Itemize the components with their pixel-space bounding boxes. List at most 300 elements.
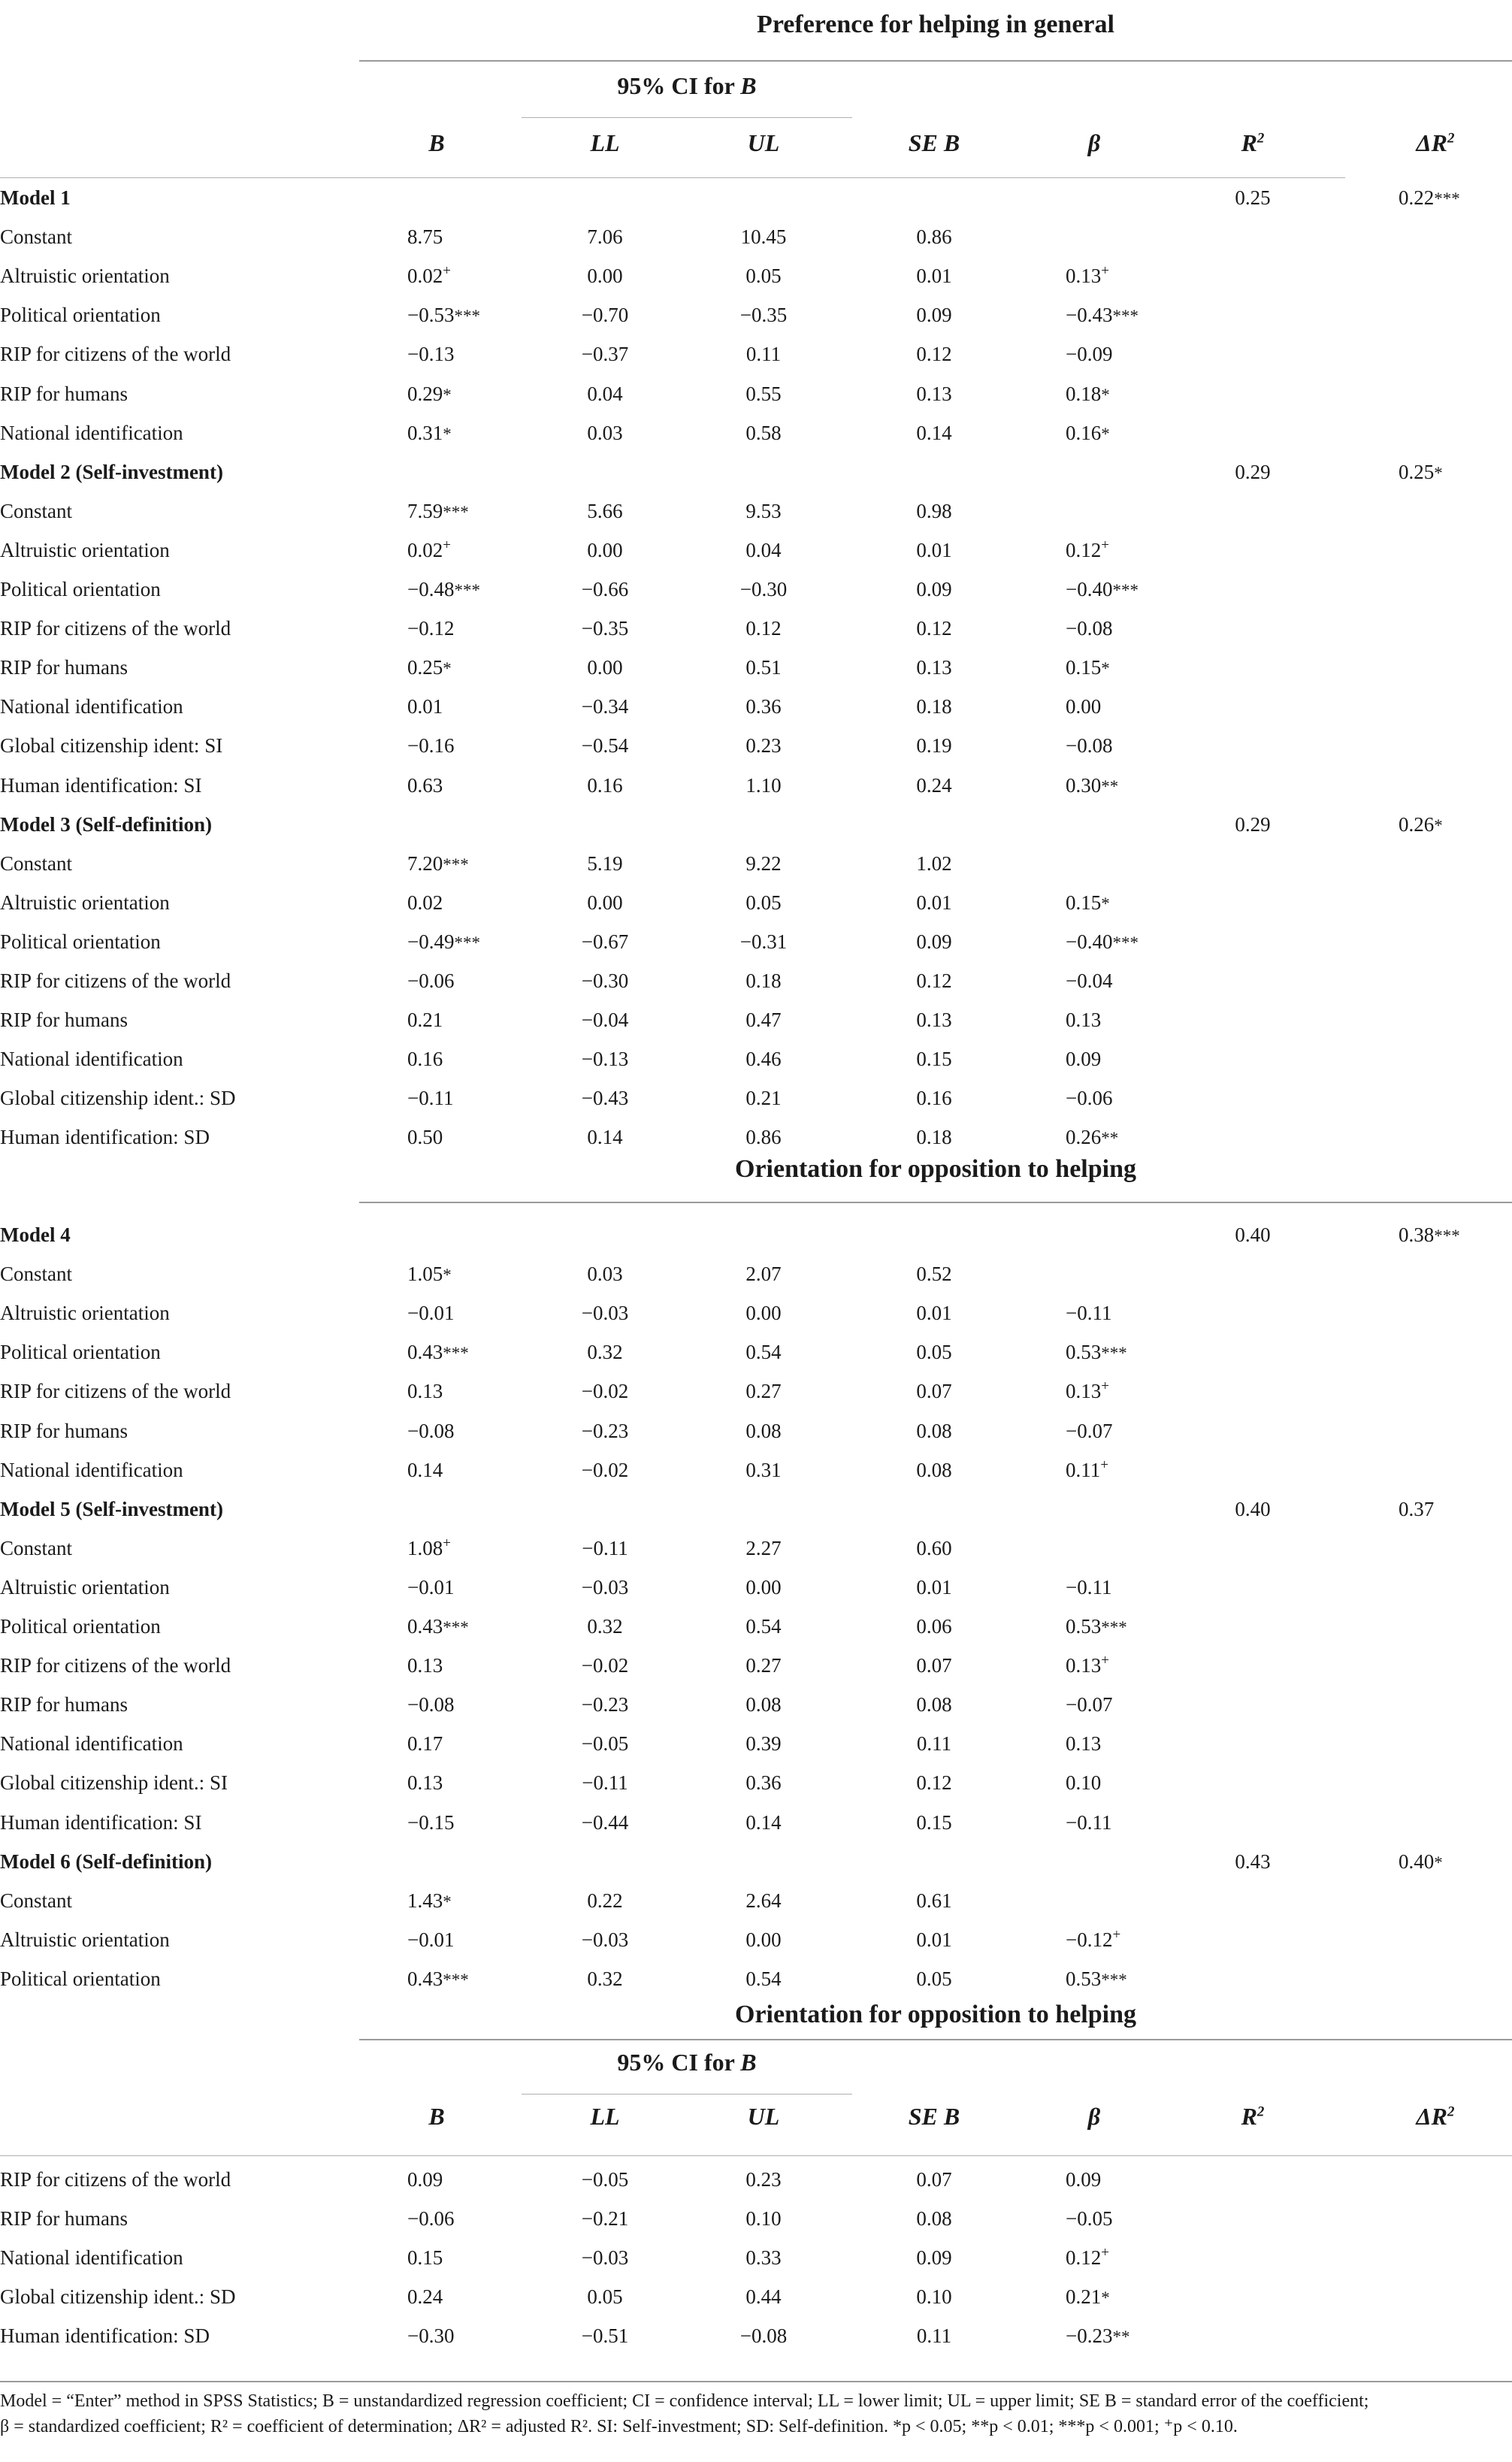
row-label: [0, 1372, 231, 1411]
model-name-value: Model 6 (Self-definition): [0, 1850, 212, 1873]
cell-b-value: 0.16: [407, 1048, 443, 1071]
cell-b: [376, 609, 520, 648]
cell-se-value: 1.02: [916, 851, 952, 875]
row-label: [0, 1293, 170, 1332]
table-row: [0, 2277, 1512, 2316]
cell-beta: [1034, 1959, 1178, 1998]
cell-b-significance: ***: [454, 307, 480, 326]
cell-b: [376, 1000, 520, 1039]
cell-ll-value: −0.03: [581, 1928, 629, 1951]
cell-ul-value: 0.00: [745, 1928, 782, 1951]
cell-b: [376, 961, 520, 1000]
cell-beta: [1034, 648, 1178, 687]
section-rule: [359, 1202, 1512, 1203]
cell-r2: [1193, 1215, 1313, 1254]
cell-beta-value: −0.40: [1066, 578, 1113, 600]
table-row: [0, 961, 1512, 1000]
cell-b-value: 0.09: [407, 2168, 443, 2191]
cell-b: [376, 1724, 520, 1763]
table-row: [0, 1568, 1512, 1607]
cell-ll: [545, 1118, 665, 1157]
cell-dr2-significance: ***: [1434, 1226, 1460, 1245]
cell-ll: [545, 1332, 665, 1372]
cell-ll: [545, 1568, 665, 1607]
cell-dr2-significance: *: [1434, 1853, 1443, 1872]
cell-beta-value: −0.40: [1066, 930, 1113, 953]
ci-header-text: 95% CI for: [617, 72, 741, 99]
row-label: [0, 1332, 161, 1372]
row-label-value: RIP for citizens of the world: [0, 969, 231, 992]
row-label: [0, 1254, 72, 1293]
model-name: [0, 1842, 212, 1881]
cell-ul: [703, 1000, 824, 1039]
cell-r2: [1193, 1842, 1313, 1881]
cell-dr2: [1375, 1842, 1511, 1881]
row-label-value: RIP for citizens of the world: [0, 617, 231, 640]
cell-se: [874, 1000, 994, 1039]
row-label: [0, 1959, 161, 1998]
cell-b: [376, 1332, 520, 1372]
cell-ul-value: 0.36: [745, 695, 782, 718]
table-row: [0, 1118, 1512, 1157]
table-row: [0, 1529, 1512, 1568]
cell-ul: [703, 1529, 824, 1568]
table-row: [0, 922, 1512, 961]
cell-ul-value: 10.45: [740, 225, 787, 249]
model-name: [0, 1490, 223, 1529]
row-label-value: Altruistic orientation: [0, 1302, 170, 1325]
cell-se: [874, 2277, 994, 2316]
cell-beta: [1034, 1078, 1178, 1118]
table-row: [0, 1293, 1512, 1332]
cell-ll-value: −0.13: [581, 1048, 629, 1071]
row-label-value: RIP for citizens of the world: [0, 1654, 231, 1677]
cell-ll-value: 5.66: [587, 499, 623, 522]
cell-ul: [703, 1920, 824, 1959]
row-label: [0, 491, 72, 531]
cell-b-value: −0.08: [407, 1419, 455, 1442]
row-label: [0, 1411, 128, 1450]
ci-header-2: [522, 2049, 852, 2076]
row-label-value: National identification: [0, 2246, 183, 2270]
cell-se-value: 0.10: [916, 2285, 952, 2309]
model-header-row: [0, 805, 1512, 844]
table-row: [0, 844, 1512, 883]
row-label: [0, 2199, 128, 2238]
table-row: [0, 1039, 1512, 1078]
model-header-row: [0, 1490, 1512, 1529]
cell-beta-value: 0.13: [1066, 1009, 1102, 1032]
cell-ll: [545, 1450, 665, 1490]
cell-beta-value: −0.11: [1066, 1302, 1112, 1325]
cell-ul-value: 0.12: [745, 617, 782, 640]
cell-beta-value: −0.05: [1066, 2207, 1113, 2231]
cell-b-value: −0.01: [407, 1575, 455, 1598]
cell-beta: [1034, 374, 1178, 413]
row-label: [0, 413, 183, 452]
cell-b-significance: ***: [454, 581, 480, 600]
cell-se: [874, 1763, 994, 1802]
row-label-value: RIP for humans: [0, 1419, 128, 1442]
cell-beta-significance: +: [1101, 2245, 1109, 2261]
cell-se-value: 0.14: [916, 421, 952, 444]
cell-se: [874, 1078, 994, 1118]
cell-ul-value: 2.27: [745, 1536, 782, 1559]
table-footnote: [0, 2388, 1503, 2439]
cell-ll: [545, 256, 665, 295]
cell-beta-value: 0.30: [1066, 773, 1102, 797]
cell-ul: [703, 1332, 824, 1372]
section-title-helping-general: Preference for helping in general: [757, 11, 1114, 38]
cell-beta: [1034, 2160, 1178, 2199]
cell-b: [376, 883, 520, 922]
cell-beta: [1034, 2316, 1178, 2355]
cell-ll: [545, 1372, 665, 1411]
section-rule: [359, 60, 1512, 62]
cell-se-value: 0.01: [916, 1302, 952, 1325]
cell-b-value: 8.75: [407, 225, 443, 249]
model-name-value: Model 5 (Self-investment): [0, 1497, 223, 1520]
row-label-value: RIP for humans: [0, 1693, 128, 1716]
row-label: [0, 1078, 235, 1118]
cell-b: [376, 2199, 520, 2238]
cell-b: [376, 1254, 520, 1293]
row-label-value: National identification: [0, 1048, 183, 1071]
cell-b: [376, 256, 520, 295]
cell-b: [376, 1372, 520, 1411]
table-row: [0, 374, 1512, 413]
row-label-value: Altruistic orientation: [0, 891, 170, 914]
cell-se: [874, 883, 994, 922]
cell-b-value: −0.49: [407, 930, 455, 953]
cell-se-value: 0.08: [916, 1458, 952, 1481]
cell-se: [874, 334, 994, 374]
section-title-opposition-2: Orientation for opposition to helping: [735, 2001, 1136, 2028]
cell-ul-value: 0.04: [745, 538, 782, 561]
cell-b-significance: ***: [443, 1970, 469, 1989]
col-header-ll: LL: [590, 2103, 620, 2130]
cell-beta-value: −0.09: [1066, 343, 1113, 366]
row-label-value: National identification: [0, 421, 183, 444]
cell-b-significance: *: [443, 424, 452, 443]
cell-se: [874, 1568, 994, 1607]
cell-ll: [545, 844, 665, 883]
cell-ll: [545, 531, 665, 570]
cell-se-value: 0.13: [916, 1009, 952, 1032]
cell-ll-value: −0.02: [581, 1654, 629, 1677]
cell-b-value: 1.43: [407, 1889, 443, 1912]
cell-beta-significance: ***: [1101, 1344, 1127, 1363]
cell-b: [376, 2238, 520, 2277]
cell-se: [874, 217, 994, 256]
cell-se: [874, 609, 994, 648]
cell-ul: [703, 2316, 824, 2355]
cell-beta-value: −0.07: [1066, 1693, 1113, 1716]
cell-b-value: 0.25: [407, 656, 443, 679]
cell-ul-value: −0.30: [739, 578, 788, 600]
cell-ll: [545, 2238, 665, 2277]
model-header-row: [0, 452, 1512, 491]
cell-ll-value: 7.06: [587, 225, 623, 249]
row-label-value: RIP for citizens of the world: [0, 1380, 231, 1403]
cell-b: [376, 1803, 520, 1842]
table-row: [0, 1607, 1512, 1646]
cell-beta: [1034, 1568, 1178, 1607]
cell-se: [874, 1411, 994, 1450]
cell-b-value: 0.63: [407, 773, 443, 797]
cell-beta-value: 0.11: [1066, 1458, 1101, 1481]
row-label: [0, 1568, 170, 1607]
cell-beta-significance: *: [1101, 894, 1110, 913]
cell-ul-value: 0.54: [745, 1615, 782, 1638]
cell-b-value: 0.02: [407, 265, 443, 288]
cell-ul: [703, 609, 824, 648]
cell-b-significance: ***: [443, 502, 469, 522]
row-label: [0, 374, 128, 413]
cell-b: [376, 1411, 520, 1450]
cell-dr2: [1375, 805, 1511, 844]
cell-ll-value: −0.05: [581, 1732, 629, 1756]
cell-se-value: 0.12: [916, 343, 952, 366]
cell-se-value: 0.18: [916, 1126, 952, 1149]
cell-se: [874, 491, 994, 531]
cell-ul-value: 0.05: [745, 265, 782, 288]
cell-b-significance: ***: [443, 1344, 469, 1363]
row-label-value: Constant: [0, 1889, 73, 1912]
cell-b: [376, 1568, 520, 1607]
cell-ll-value: −0.51: [581, 2324, 629, 2348]
cell-ul: [703, 413, 824, 452]
cell-b-significance: ***: [454, 933, 480, 952]
cell-b: [376, 1959, 520, 1998]
cell-b: [376, 334, 520, 374]
cell-b: [376, 844, 520, 883]
col-header-ll: LL: [590, 129, 620, 156]
col-header-se: SE B: [908, 2103, 960, 2130]
row-label: [0, 1803, 201, 1842]
cell-se: [874, 1646, 994, 1685]
table-row: [0, 687, 1512, 726]
col-header-beta: β: [1087, 129, 1101, 156]
table-row: [0, 1332, 1512, 1372]
cell-ul: [703, 1372, 824, 1411]
cell-se-value: 0.24: [916, 773, 952, 797]
cell-b-significance: ***: [443, 854, 469, 874]
cell-se: [874, 2238, 994, 2277]
cell-dr2-significance: ***: [1434, 189, 1460, 208]
cell-beta-value: −0.04: [1066, 969, 1113, 992]
cell-se-value: 0.05: [916, 1341, 952, 1364]
cell-se: [874, 531, 994, 570]
cell-se-value: 0.19: [916, 734, 952, 758]
table-row: [0, 1411, 1512, 1450]
cell-b-value: −0.11: [407, 1087, 454, 1110]
cell-ul-value: 0.51: [745, 656, 782, 679]
cell-se: [874, 1118, 994, 1157]
cell-b: [376, 922, 520, 961]
cell-b: [376, 413, 520, 452]
cell-ul-value: 9.22: [745, 851, 782, 875]
cell-beta-value: −0.12: [1066, 1928, 1113, 1951]
cell-se-value: 0.09: [916, 304, 952, 327]
model-name-value: Model 4: [0, 1223, 71, 1246]
cell-se: [874, 1881, 994, 1920]
cell-ll: [545, 1411, 665, 1450]
cell-se-value: 0.01: [916, 265, 952, 288]
cell-ul: [703, 961, 824, 1000]
cell-b-value: 7.59: [407, 499, 443, 522]
cell-ul: [703, 922, 824, 961]
cell-ul: [703, 2160, 824, 2199]
row-label-value: Global citizenship ident.: SI: [0, 1771, 228, 1795]
row-label-value: RIP for humans: [0, 382, 128, 405]
table-row: [0, 1078, 1512, 1118]
cell-dr2: [1375, 178, 1511, 217]
cell-se-value: 0.07: [916, 2168, 952, 2191]
cell-beta-significance: ***: [1101, 1618, 1127, 1637]
cell-b-value: 0.50: [407, 1126, 443, 1149]
cell-beta: [1034, 1763, 1178, 1802]
cell-se-value: 0.13: [916, 382, 952, 405]
cell-ll: [545, 491, 665, 531]
cell-ul: [703, 1293, 824, 1332]
cell-se: [874, 1685, 994, 1724]
cell-ll-value: −0.23: [581, 1419, 629, 1442]
table-row: [0, 256, 1512, 295]
table-row: [0, 295, 1512, 334]
cell-ll: [545, 2160, 665, 2199]
row-label-value: Global citizenship ident.: SD: [0, 1087, 236, 1110]
cell-ul: [703, 648, 824, 687]
cell-b: [376, 295, 520, 334]
row-label: [0, 609, 231, 648]
model-name: [0, 1215, 71, 1254]
cell-se-value: 0.06: [916, 1615, 952, 1638]
cell-b-value: 1.08: [407, 1536, 443, 1559]
cell-se-value: 0.01: [916, 1928, 952, 1951]
row-label: [0, 648, 128, 687]
row-label: [0, 1763, 228, 1802]
cell-ll-value: 0.00: [587, 656, 623, 679]
cell-ll-value: −0.66: [581, 578, 629, 600]
col-header-dr2: $\Delta R^2$: [1416, 2103, 1455, 2130]
cell-beta-significance: +: [1101, 263, 1109, 280]
cell-b: [376, 1607, 520, 1646]
row-label: [0, 531, 170, 570]
cell-ll: [545, 1293, 665, 1332]
row-label: [0, 726, 222, 765]
cell-beta-value: 0.12: [1066, 538, 1102, 561]
cell-se-value: 0.09: [916, 578, 952, 600]
cell-se-value: 0.12: [916, 1771, 952, 1795]
cell-ul: [703, 1118, 824, 1157]
cell-se: [874, 570, 994, 609]
cell-b-value: 0.14: [407, 1458, 443, 1481]
cell-ul: [703, 1607, 824, 1646]
row-label: [0, 1529, 72, 1568]
cell-ul-value: 0.33: [745, 2246, 782, 2270]
cell-ll: [545, 1000, 665, 1039]
cell-se: [874, 295, 994, 334]
cell-b: [376, 570, 520, 609]
row-label-value: Human identification: SD: [0, 1126, 210, 1149]
cell-se-value: 0.12: [916, 969, 952, 992]
cell-ul: [703, 334, 824, 374]
cell-ll-value: −0.34: [581, 695, 629, 718]
cell-b-value: 0.43: [407, 1341, 443, 1364]
model-name-value: Model 2 (Self-investment): [0, 460, 223, 483]
cell-se-value: 0.12: [916, 617, 952, 640]
cell-b: [376, 1529, 520, 1568]
cell-beta-value: −0.11: [1066, 1575, 1112, 1598]
col-header-b: B: [428, 2103, 445, 2130]
cell-beta-value: 0.15: [1066, 891, 1102, 914]
cell-se: [874, 2199, 994, 2238]
row-label: [0, 570, 161, 609]
cell-ul: [703, 217, 824, 256]
cell-ul: [703, 256, 824, 295]
model-header-row: [0, 1842, 1512, 1881]
cell-ul: [703, 2238, 824, 2277]
row-label-value: RIP for citizens of the world: [0, 2168, 231, 2191]
cell-beta-significance: +: [1101, 1653, 1109, 1669]
cell-b-significance: +: [443, 1535, 451, 1551]
table-row: [0, 570, 1512, 609]
cell-ul-value: 0.27: [745, 1654, 782, 1677]
cell-b-value: 0.13: [407, 1380, 443, 1403]
cell-beta-value: 0.53: [1066, 1967, 1102, 1990]
cell-ul-value: 0.00: [745, 1575, 782, 1598]
cell-ll: [545, 1685, 665, 1724]
cell-dr2-value: 0.22: [1399, 186, 1435, 209]
cell-ll: [545, 1724, 665, 1763]
cell-r2: [1193, 1490, 1313, 1529]
cell-b-significance: *: [443, 1892, 452, 1911]
cell-ul-value: 0.23: [745, 2168, 782, 2191]
cell-ul: [703, 1450, 824, 1490]
cell-dr2-value: 0.40: [1399, 1850, 1435, 1873]
cell-beta: [1034, 1607, 1178, 1646]
cell-beta-value: 0.18: [1066, 382, 1102, 405]
cell-b-value: −0.48: [407, 578, 455, 600]
cell-beta-significance: **: [1101, 776, 1119, 796]
cell-ul-value: −0.35: [739, 304, 788, 327]
model-name: [0, 452, 223, 491]
row-label-value: Constant: [0, 851, 73, 875]
cell-se-value: 0.01: [916, 891, 952, 914]
cell-se: [874, 766, 994, 805]
cell-ll-value: −0.02: [581, 1458, 629, 1481]
cell-b: [376, 1763, 520, 1802]
ci-header: [522, 72, 852, 100]
cell-beta-value: −0.08: [1066, 734, 1113, 758]
cell-ul: [703, 1568, 824, 1607]
cell-b-value: −0.01: [407, 1928, 455, 1951]
cell-ll: [545, 648, 665, 687]
cell-se: [874, 687, 994, 726]
cell-b-value: 7.20: [407, 851, 443, 875]
cell-se-value: 0.07: [916, 1654, 952, 1677]
cell-b-value: 0.21: [407, 1009, 443, 1032]
cell-b: [376, 1881, 520, 1920]
cell-beta-value: −0.23: [1066, 2324, 1113, 2348]
cell-ul-value: 0.31: [745, 1458, 782, 1481]
cell-se-value: 0.07: [916, 1380, 952, 1403]
cell-beta-value: 0.53: [1066, 1615, 1102, 1638]
cell-beta: [1034, 1646, 1178, 1685]
row-label-value: Political orientation: [0, 1341, 161, 1364]
cell-beta: [1034, 1685, 1178, 1724]
